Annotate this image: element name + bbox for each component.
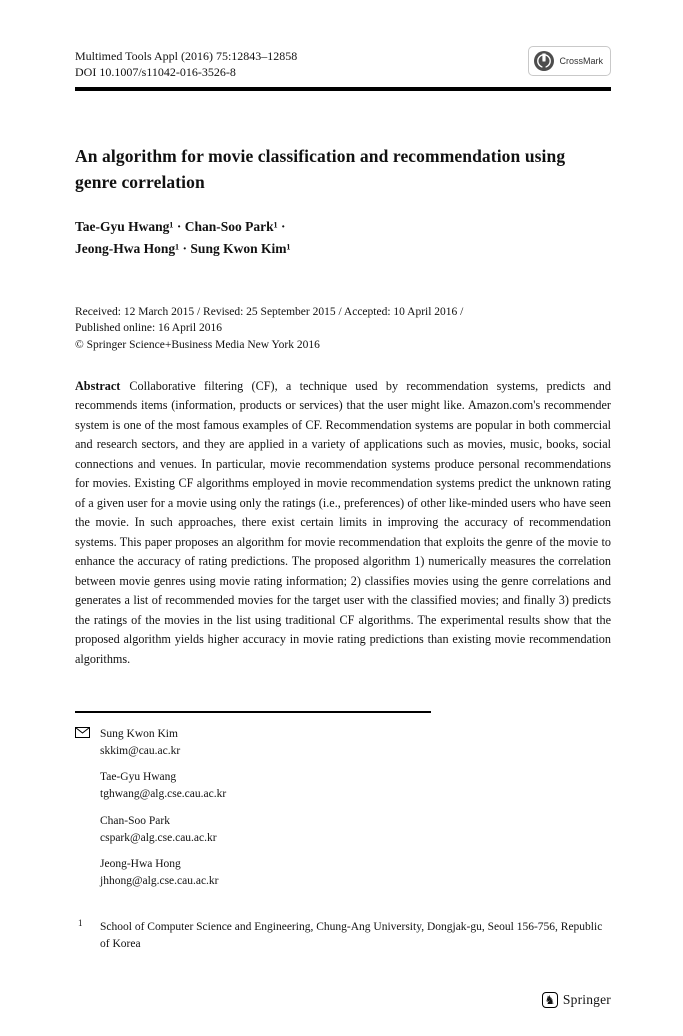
journal-header: [75, 48, 611, 80]
authors-block: [75, 216, 611, 259]
authors-line-1: Tae-Gyu Hwang¹ · Chan-Soo Park¹ ·: [75, 219, 286, 235]
author-name: Chan-Soo Park: [100, 814, 170, 827]
footnote-separator: [75, 711, 431, 712]
copyright-line: © Springer Science+Business Media New York 2016: [75, 338, 320, 351]
springer-knight-icon: ♞: [542, 992, 558, 1008]
author-name: Jeong-Hwa Hong: [100, 858, 181, 870]
author-name: Sung Kwon Kim: [100, 727, 178, 740]
springer-label: Springer: [562, 992, 611, 1007]
crossmark-badge[interactable]: [528, 46, 611, 76]
published-line: Published online: 16 April 2016: [75, 322, 222, 335]
doi-line: DOI 10.1007/s11042-016-3526-8: [75, 65, 236, 80]
author-email[interactable]: skkim@cau.ac.kr: [100, 744, 181, 757]
correspondence-entry: [75, 856, 611, 891]
author-name: Tae-Gyu Hwang: [100, 771, 177, 783]
abstract-label: Abstract: [75, 378, 121, 393]
paper-title: An algorithm for movie classification and recommendation using genre correlation: [75, 145, 566, 193]
affiliation-marker: 1: [78, 917, 83, 928]
crossmark-logo-icon: [533, 50, 555, 72]
journal-line: Multimed Tools Appl (2016) 75:12843–12858: [75, 49, 298, 63]
correspondence-entry: [75, 726, 611, 761]
correspondence-entry: [75, 813, 611, 848]
journal-header-text: [75, 48, 297, 80]
received-line: Received: 12 March 2015 / Revised: 25 September 2015 / Accepted: 10 April 2016 /: [75, 305, 464, 318]
authors-line-2: Jeong-Hwa Hong¹ · Sung Kwon Kim¹: [75, 240, 291, 256]
abstract-paragraph: [75, 377, 611, 670]
author-email[interactable]: cspark@alg.cse.cau.ac.kr: [100, 831, 217, 844]
author-email[interactable]: tghwang@alg.cse.cau.ac.kr: [100, 788, 227, 801]
abstract-text: Collaborative filtering (CF), a technique used by recommendation systems, predicts and recommends items (information, products or services) that the user might like. Amazon.com's recommender system is one of the most famous examples of CF. Recommendation systems are popular in both commercial and research sectors, and they are applied in a variety of applications such as movies, music, books, social connections and venues. In particular, movie recommendation systems produce personal recommendations for movies. Existing CF algorithms employed in movie recommendation systems predict the unknown rating of a given user for a movie using only the ratings (i.e., preferences) of other like-minded users who have seen the movie. In such approaches, there exist certain limits in improving the accuracy of recommendation systems. This paper proposes an algorithm for movie recommendation that exploits the genre of the movie to enhance the accuracy of rating predictions. The proposed algorithm 1) numerically measures the correlation between movie genres using movie rating information; 2) classifies movies using the genre correlations and generates a list of recommended movies for the target user with the classified movies; and finally 3) predicts the ratings of the movies in the list using traditional CF algorithms. The experimental results show that the proposed algorithm yields higher accuracy in movie rating predictions than existing movie recommendation algorithms.: [75, 378, 611, 666]
author-email[interactable]: jhhong@alg.cse.cau.ac.kr: [100, 875, 219, 888]
header-rule: [75, 87, 611, 91]
affiliation-text: School of Computer Science and Engineering, Chung-Ang University, Dongjak-gu, Seoul 156-756, Republic of Korea: [100, 920, 603, 950]
correspondence-entry: [75, 769, 611, 804]
affiliation-note: [75, 919, 611, 954]
crossmark-label: CrossMark: [559, 56, 603, 66]
springer-logo: [542, 992, 611, 1008]
envelope-icon: [75, 727, 90, 744]
dates-block: [75, 304, 611, 354]
correspondence-list: [75, 726, 611, 891]
